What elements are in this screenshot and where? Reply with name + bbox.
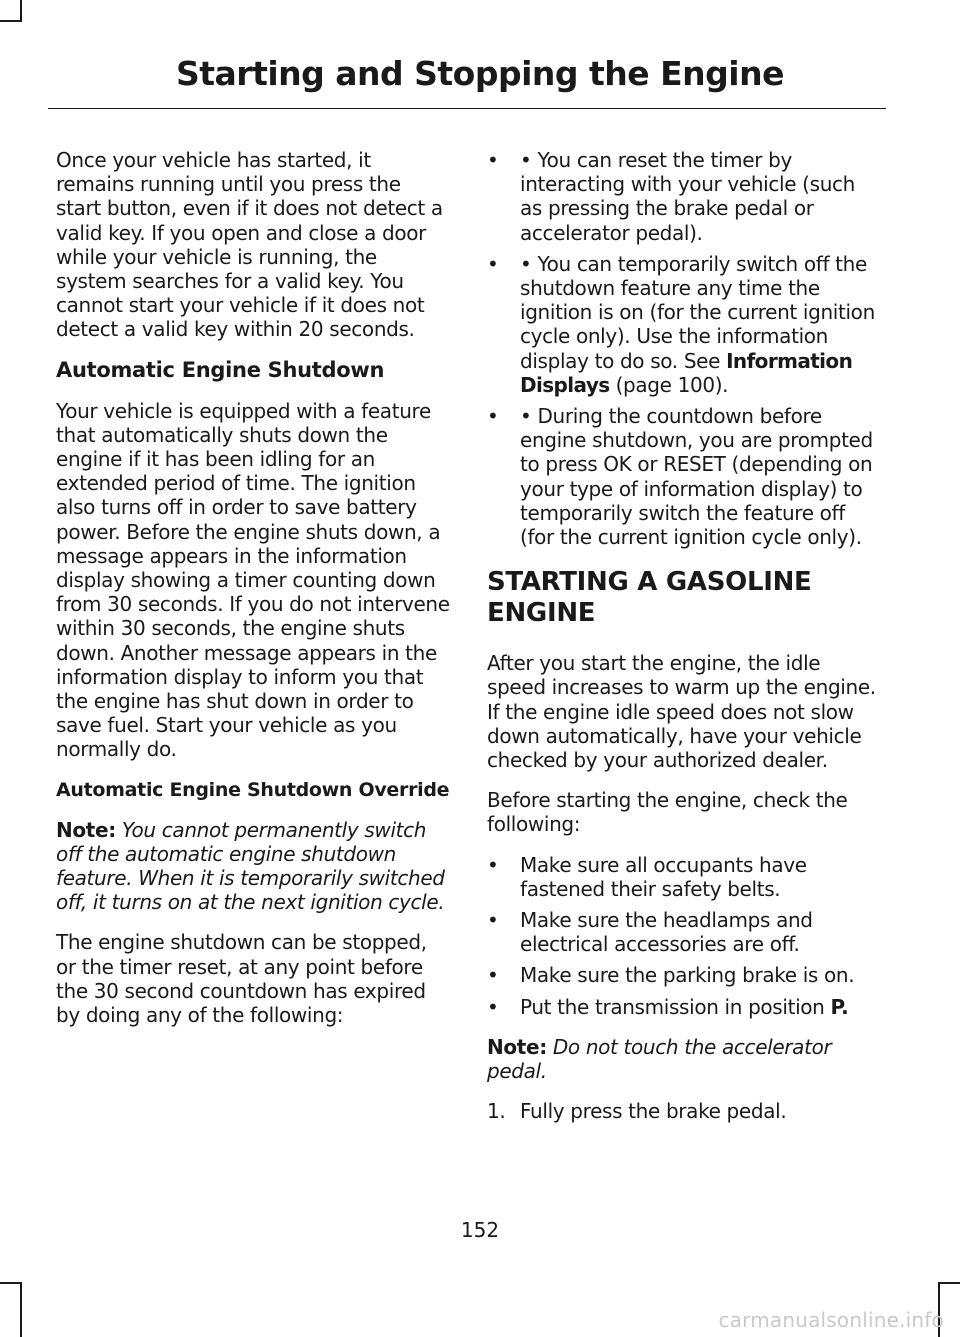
list-item-text: Make sure all occupants have fastened their safety belts.	[520, 852, 807, 901]
bullet-icon: •	[487, 994, 499, 1019]
accelerator-note	[487, 1035, 881, 1083]
override-note	[56, 818, 450, 915]
list-item-text: Make sure the headlamps and electrical accessories are off.	[520, 908, 813, 957]
list-item	[487, 404, 881, 549]
override-subheading: Automatic Engine Shutdown Override	[56, 778, 450, 801]
list-item-text: Put the transmission in position	[520, 994, 825, 1019]
list-item	[487, 148, 881, 245]
section-body: Your vehicle is equipped with a feature that automatically shuts down the engine if it has been idling for an extended period of time. The ignition also turns off in order to save battery power. Before the engine shuts down, a message appears in the information display showing a timer counting down from 30 seconds. If you do not intervene within 30 seconds, the engine shuts down. Another message appears in the information display to inform you that the engine has shut down in order to save fuel. Start your vehicle as you normally do.	[56, 398, 450, 762]
crop-mark-bottom-left-h	[0, 1282, 22, 1284]
bullet-icon: •	[487, 908, 499, 933]
header-divider	[48, 108, 886, 109]
bullet-icon: •	[487, 963, 499, 988]
checklist	[487, 853, 881, 1019]
override-list	[487, 148, 881, 549]
crop-mark-bottom-left	[20, 1282, 22, 1337]
list-item	[487, 853, 881, 901]
bullet-icon: •	[487, 251, 499, 276]
step-text: Fully press the brake pedal.	[520, 1099, 787, 1124]
list-item-text: • You can reset the timer by interacting with your vehicle (such as pressing the brake pedal or accelerator pedal).	[520, 148, 856, 245]
list-item	[487, 252, 881, 397]
bullet-icon: •	[487, 852, 499, 877]
bullet-icon: •	[487, 148, 499, 172]
transmission-position: P.	[830, 994, 849, 1019]
main-heading	[487, 567, 881, 629]
list-item-text: • You can temporarily switch off the shutdown feature any time the ignition is on (for the current ignition cycle only). Use the information display to do so. See	[520, 251, 875, 373]
override-body: The engine shutdown can be stopped, or the timer reset, at any point before the 30 second countdown has expired by doing any of the following:	[56, 930, 427, 1028]
watermark: carmanualsonline.info	[718, 1308, 944, 1332]
section-heading: Automatic Engine Shutdown	[56, 357, 385, 382]
crop-mark-top-left	[20, 0, 22, 22]
xref-page: (page 100).	[615, 372, 729, 397]
list-item	[487, 995, 881, 1019]
information-displays-link[interactable]: Information Displays	[520, 348, 853, 397]
page-number: 152	[460, 1218, 500, 1242]
note-label: Note:	[56, 817, 116, 842]
engine-paragraph-2: Before starting the engine, check the following:	[487, 788, 848, 837]
list-item	[487, 908, 881, 956]
crop-mark-top-left-h	[0, 20, 22, 22]
note-text: You cannot permanently switch off the automatic engine shutdown feature. When it is temporarily switched off, it turns on at the next ignition cycle.	[56, 817, 445, 915]
left-column	[56, 148, 450, 1043]
page-title: Starting and Stopping the Engine	[175, 54, 784, 93]
bullet-icon: •	[487, 404, 499, 429]
list-item-text: • During the countdown before engine shutdown, you are prompted to press OK or RESET (depending on your type of information display) to temporarily switch the feature off (for the current ignition cycle only).	[520, 404, 873, 550]
main-heading-line2: ENGINE	[487, 598, 596, 629]
list-item-text: Make sure the parking brake is on.	[520, 963, 855, 988]
step-number: 1.	[487, 1099, 506, 1124]
steps-list	[487, 1099, 881, 1123]
list-item	[487, 1099, 881, 1123]
note-text: Do not touch the accelerator pedal.	[487, 1034, 832, 1084]
note-label: Note:	[487, 1034, 547, 1059]
right-column	[487, 148, 881, 1124]
crop-mark-bottom-right-h	[938, 1282, 960, 1284]
intro-paragraph: Once your vehicle has started, it remains running until you press the start button, even if it does not detect a valid key. If you open and close a door while your vehicle is running, the system searches for a valid key. You cannot start your vehicle if it does not detect a valid key within 20 seconds.	[56, 148, 443, 342]
main-heading-line1: STARTING A GASOLINE	[487, 567, 812, 598]
engine-paragraph-1: After you start the engine, the idle speed increases to warm up the engine. If the engine idle speed does not slow down automatically, have your vehicle checked by your authorized dealer.	[487, 651, 876, 773]
list-item	[487, 963, 881, 987]
